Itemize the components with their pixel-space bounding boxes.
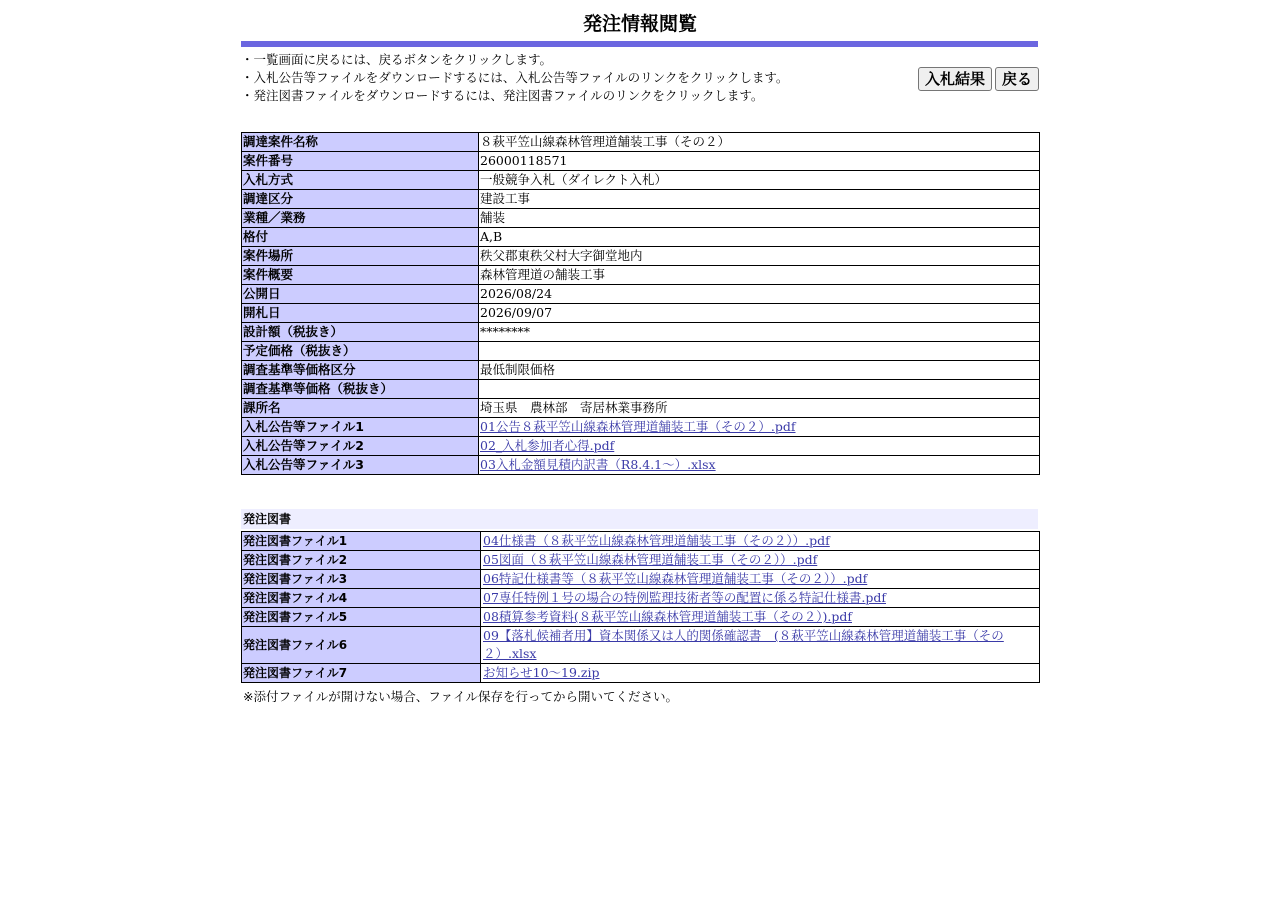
field-label: 入札公告等ファイル1 — [242, 418, 479, 437]
table-row — [242, 570, 1040, 589]
field-label: 入札公告等ファイル2 — [242, 437, 479, 456]
table-row — [242, 133, 1040, 152]
table-row — [242, 589, 1040, 608]
table-row — [242, 323, 1040, 342]
field-label: 調査基準等価格区分 — [242, 361, 479, 380]
field-label: 発注図書ファイル7 — [242, 664, 481, 683]
field-value — [481, 551, 1040, 570]
field-label: 案件番号 — [242, 152, 479, 171]
table-row — [242, 171, 1040, 190]
field-value — [481, 532, 1040, 551]
instruction-line: ・発注図書ファイルをダウンロードするには、発注図書ファイルのリンクをクリックします。 — [241, 88, 764, 103]
field-label: 設計額（税抜き） — [242, 323, 479, 342]
table-row — [242, 342, 1040, 361]
instruction-line: ・一覧画面に戻るには、戻るボタンをクリックします。 — [241, 52, 553, 67]
field-value: 2026/08/24 — [479, 285, 1040, 304]
field-value: 秩父郡東秩父村大字御堂地内 — [479, 247, 1040, 266]
table-row — [242, 304, 1040, 323]
field-value: 2026/09/07 — [479, 304, 1040, 323]
order-docs-table — [241, 531, 1040, 683]
table-row — [242, 152, 1040, 171]
field-value — [479, 418, 1040, 437]
table-row — [242, 247, 1040, 266]
bid-results-button[interactable]: 入札結果 — [918, 67, 992, 91]
table-row — [242, 456, 1040, 475]
back-button[interactable]: 戻る — [995, 67, 1039, 91]
field-value: 一般競争入札（ダイレクト入札） — [479, 171, 1040, 190]
field-value — [481, 589, 1040, 608]
field-label: 格付 — [242, 228, 479, 247]
field-value — [479, 380, 1040, 399]
procurement-info-table — [241, 132, 1040, 475]
field-value — [481, 608, 1040, 627]
docs-section-title: 発注図書 — [241, 509, 1038, 529]
file-link[interactable]: 07専任特例１号の場合の特例監理技術者等の配置に係る特記仕様書.pdf — [483, 590, 887, 605]
file-link[interactable]: 03入札金額見積内訳書（R8.4.1～）.xlsx — [480, 457, 716, 472]
footnote: ※添付ファイルが開けない場合、ファイル保存を行ってから開いてください。 — [243, 689, 678, 704]
file-link[interactable]: 05図面（８萩平笠山線森林管理道舗装工事（その２））.pdf — [483, 552, 818, 567]
table-row — [242, 380, 1040, 399]
field-value — [479, 437, 1040, 456]
table-row — [242, 664, 1040, 683]
field-value: A,B — [479, 228, 1040, 247]
field-value — [481, 627, 1040, 664]
table-row — [242, 608, 1040, 627]
field-label: 入札公告等ファイル3 — [242, 456, 479, 475]
field-value — [479, 456, 1040, 475]
field-label: 予定価格（税抜き） — [242, 342, 479, 361]
field-label: 調達案件名称 — [242, 133, 479, 152]
field-label: 発注図書ファイル5 — [242, 608, 481, 627]
field-label: 入札方式 — [242, 171, 479, 190]
table-row — [242, 285, 1040, 304]
table-row — [242, 266, 1040, 285]
field-value: ８萩平笠山線森林管理道舗装工事（その２） — [479, 133, 1040, 152]
action-buttons — [918, 67, 1039, 91]
field-label: 開札日 — [242, 304, 479, 323]
table-row — [242, 551, 1040, 570]
field-label: 発注図書ファイル3 — [242, 570, 481, 589]
table-row — [242, 627, 1040, 664]
field-label: 公開日 — [242, 285, 479, 304]
field-label: 発注図書ファイル1 — [242, 532, 481, 551]
field-value: 26000118571 — [479, 152, 1040, 171]
table-row — [242, 399, 1040, 418]
table-row — [242, 228, 1040, 247]
file-link[interactable]: 02_入札参加者心得.pdf — [480, 438, 615, 453]
instruction-line: ・入札公告等ファイルをダウンロードするには、入札公告等ファイルのリンクをクリックします。 — [241, 70, 789, 85]
field-value: 埼玉県 農林部 寄居林業事務所 — [479, 399, 1040, 418]
field-label: 発注図書ファイル4 — [242, 589, 481, 608]
field-value — [481, 570, 1040, 589]
field-value — [479, 342, 1040, 361]
table-row — [242, 418, 1040, 437]
field-value: 最低制限価格 — [479, 361, 1040, 380]
field-label: 案件概要 — [242, 266, 479, 285]
field-label: 調達区分 — [242, 190, 479, 209]
instructions — [241, 51, 788, 105]
file-link[interactable]: 09【落札候補者用】資本関係又は人的関係確認書 (８萩平笠山線森林管理道舗装工事（その２）.xlsx — [483, 628, 1004, 661]
field-label: 発注図書ファイル2 — [242, 551, 481, 570]
header-area — [241, 47, 1039, 119]
field-value: 舗装 — [479, 209, 1040, 228]
page-title: 発注情報閲覧 — [582, 13, 697, 35]
field-label: 課所名 — [242, 399, 479, 418]
field-value: 森林管理道の舗装工事 — [479, 266, 1040, 285]
table-row — [242, 361, 1040, 380]
table-row — [242, 209, 1040, 228]
field-value: 建設工事 — [479, 190, 1040, 209]
table-row — [242, 190, 1040, 209]
table-row — [242, 437, 1040, 456]
table-row — [242, 532, 1040, 551]
file-link[interactable]: 08積算参考資料(８萩平笠山線森林管理道舗装工事（その２）).pdf — [483, 609, 853, 624]
field-value — [481, 664, 1040, 683]
field-value: ******** — [479, 323, 1040, 342]
file-link[interactable]: 01公告８萩平笠山線森林管理道舗装工事（その２）.pdf — [480, 419, 796, 434]
field-label: 業種／業務 — [242, 209, 479, 228]
file-link[interactable]: お知らせ10～19.zip — [483, 665, 600, 680]
file-link[interactable]: 06特記仕様書等（８萩平笠山線森林管理道舗装工事（その２））.pdf — [483, 571, 868, 586]
field-label: 発注図書ファイル6 — [242, 627, 481, 664]
field-label: 調査基準等価格（税抜き） — [242, 380, 479, 399]
file-link[interactable]: 04仕様書（８萩平笠山線森林管理道舗装工事（その２））.pdf — [483, 533, 830, 548]
field-label: 案件場所 — [242, 247, 479, 266]
page-container — [241, 0, 1039, 705]
